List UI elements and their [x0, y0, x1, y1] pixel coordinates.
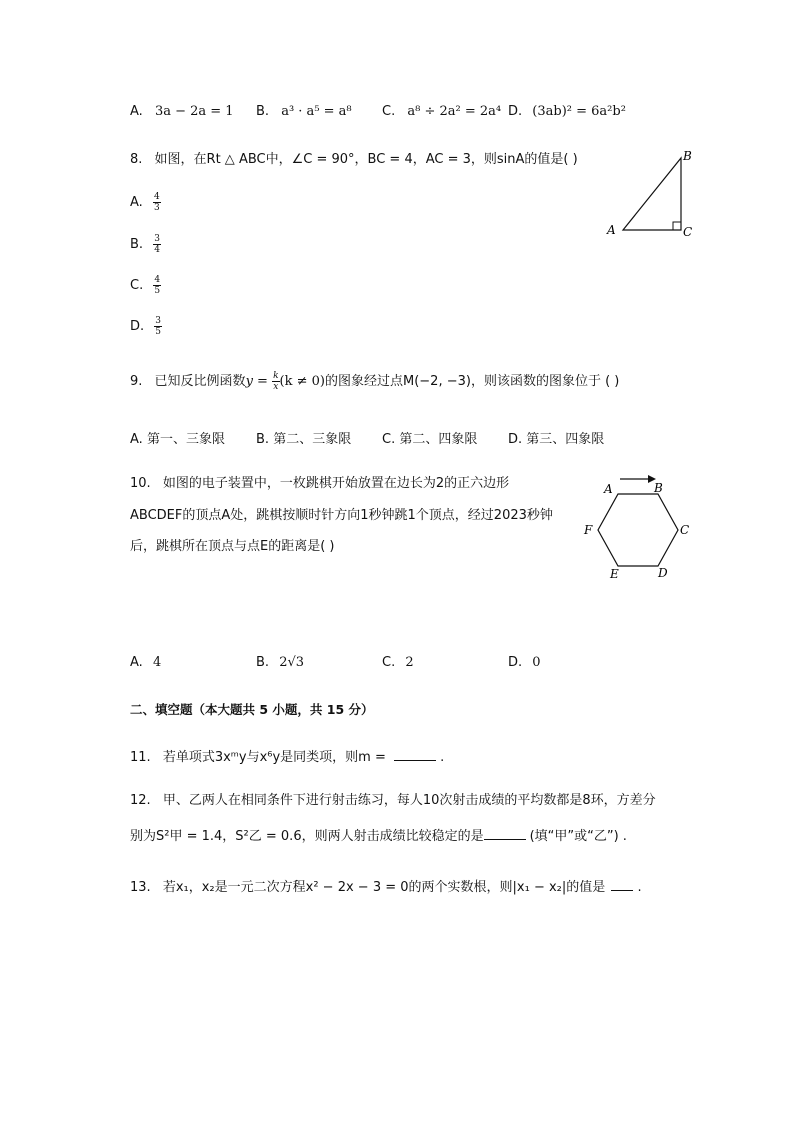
q9-option-b[interactable]: B. 第二、三象限 — [256, 432, 352, 447]
q9-stem: 9. 已知反比例函数y = $\frac{k}{x}$ (k ≠ 0)的图象经过点M(−2, −3)，则该函数的图象位于 ( ) — [130, 371, 620, 392]
q12-number: 12. — [130, 793, 151, 808]
q9-option-c[interactable]: C. 第二、四象限 — [382, 432, 478, 447]
q8-option-b[interactable]: B. $\frac{3}{4}$ — [130, 234, 160, 255]
q9-number: 9. — [130, 374, 143, 389]
q11-number: 11. — [130, 750, 151, 765]
q8-label-a: A — [607, 223, 616, 237]
q11-answer-blank[interactable] — [394, 748, 436, 761]
q10-option-d[interactable]: D. 0 — [508, 655, 541, 670]
q10-number: 10. — [130, 476, 151, 491]
q13-answer-blank[interactable] — [611, 878, 633, 891]
q10-label-f: F — [584, 523, 593, 537]
q10-option-c[interactable]: C. 2 — [382, 655, 414, 670]
q8-triangle-figure — [605, 146, 705, 238]
q10-label-a: A — [604, 482, 613, 496]
q8-option-a[interactable]: A. $\frac{4}{3}$ — [130, 192, 160, 213]
q10-option-a[interactable]: A. 4 — [130, 655, 162, 670]
q10-label-d: D — [658, 566, 668, 580]
section-2-heading: 二、填空题（本大题共 5 小题，共 15 分） — [130, 702, 374, 717]
q10-label-c: C — [680, 523, 690, 537]
q8-label-b: B — [683, 149, 692, 163]
q10-hexagon-figure — [580, 470, 700, 585]
q10-line-1: 10. 如图的电子装置中，一枚跳棋开始放置在边长为2的正六边形 — [130, 476, 510, 491]
q8-option-c[interactable]: C. $\frac{4}{5}$ — [130, 275, 161, 296]
q8-label-c: C — [683, 225, 693, 238]
q9-option-d[interactable]: D. 第三、四象限 — [508, 432, 605, 447]
q7-option-b[interactable]: B. a³ · a⁵ = a⁸ — [256, 104, 352, 119]
q12-line-1: 12. 甲、乙两人在相同条件下进行射击练习，每人10次射击成绩的平均数都是8环，方差分 — [130, 793, 656, 808]
q7-option-c[interactable]: C. a⁸ ÷ 2a² = 2a⁴ — [382, 104, 502, 119]
q10-label-e: E — [610, 567, 619, 581]
q8-option-d[interactable]: D. $\frac{3}{5}$ — [130, 316, 162, 337]
q12-answer-blank[interactable] — [484, 827, 526, 840]
q7-option-a[interactable]: A. 3a − 2a = 1 — [130, 104, 234, 119]
q10-line-2: ABCDEF的顶点A处，跳棋按顺时针方向1秒钟跳1个顶点，经过2023秒钟 — [130, 508, 553, 523]
q12-line-2: 别为S²甲 = 1.4，S²乙 = 0.6，则两人射击成绩比较稳定的是 (填“甲”或“乙”) . — [130, 829, 627, 844]
q9-option-a[interactable]: A. 第一、三象限 — [130, 432, 225, 447]
q8-text: 如图，在Rt △ ABC中，∠C = 90°，BC = 4，AC = 3，则sinA的值是( ) — [154, 152, 578, 167]
q10-line-3: 后，跳棋所在顶点与点E的距离是( ) — [130, 539, 335, 554]
q11-stem: 11. 若单项式3xᵐy与x⁶y是同类项，则m = . — [130, 750, 445, 765]
q10-label-b: B — [654, 481, 663, 495]
q7-option-d[interactable]: D. (3ab)² = 6a²b² — [508, 104, 626, 119]
q9-fraction: $\frac{k}{x}$ — [273, 371, 279, 392]
q8-stem — [130, 148, 578, 167]
q8-number: 8. — [130, 152, 143, 167]
q10-option-b[interactable]: B. 2√3 — [256, 655, 305, 670]
q13-number: 13. — [130, 880, 151, 895]
q13-stem: 13. 若x₁，x₂是一元二次方程x² − 2x − 3 = 0的两个实数根，则|x₁ − x₂|的值是 . — [130, 880, 642, 895]
